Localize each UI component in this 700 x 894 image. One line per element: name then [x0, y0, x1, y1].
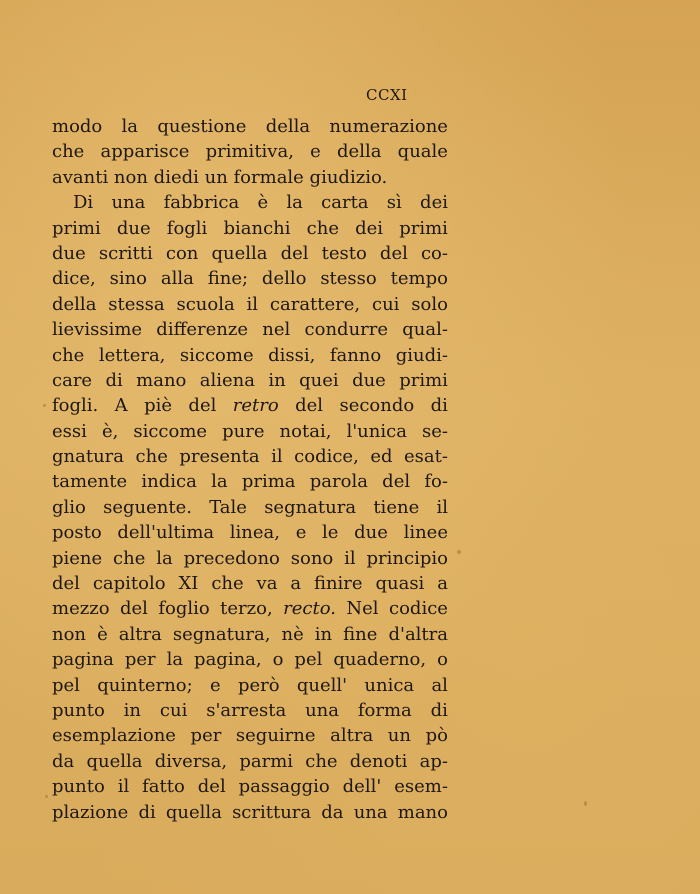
- text-word: la: [211, 471, 228, 493]
- text-word: di: [138, 801, 156, 823]
- text-word: XI: [178, 573, 199, 595]
- text-word: e: [209, 674, 221, 696]
- text-word: da: [321, 801, 344, 823]
- text-word: plazione: [52, 801, 129, 823]
- text-word: glio: [52, 496, 86, 518]
- text-word: che: [306, 217, 339, 239]
- text-word: è: [257, 192, 269, 214]
- paper-speck: [584, 801, 587, 806]
- text-word: piene: [52, 547, 103, 569]
- text-line: [52, 368, 448, 393]
- text-word: dell'ultima: [117, 522, 215, 544]
- text-word: dice,: [52, 268, 96, 290]
- text-word: e: [295, 522, 307, 544]
- text-word: seguente.: [103, 496, 192, 518]
- text-word: condurre: [304, 319, 389, 341]
- text-word: che: [113, 547, 146, 569]
- text-word: finire: [313, 573, 363, 595]
- text-word: testo: [321, 242, 367, 264]
- text-word: la: [166, 649, 184, 671]
- text-word: sono: [290, 547, 334, 569]
- text-word: segnatura: [264, 496, 357, 518]
- text-word: notai,: [279, 420, 332, 442]
- text-word: pagina: [52, 649, 114, 671]
- text-word: fo-: [424, 471, 448, 493]
- text-line: [52, 774, 448, 799]
- text-word: fogli.: [52, 395, 99, 417]
- text-word: segnatura,: [172, 623, 271, 645]
- text-word: mano: [136, 369, 187, 391]
- text-word: la: [121, 116, 139, 137]
- text-word: in: [314, 623, 333, 645]
- text-word: la: [156, 547, 173, 569]
- text-line: [52, 622, 448, 647]
- text-word: aliena: [199, 369, 255, 391]
- text-word: del: [379, 242, 408, 264]
- text-word: pel: [294, 649, 323, 671]
- text-word: retro: [232, 395, 279, 417]
- text-word: per: [124, 649, 156, 671]
- text-word: alla: [160, 268, 194, 290]
- text-word: quella: [165, 801, 222, 823]
- text-word: se-: [421, 420, 448, 442]
- text-word: d'altra: [388, 623, 448, 645]
- text-word: stesso: [320, 268, 377, 290]
- text-line: [52, 444, 448, 469]
- text-line: [52, 596, 448, 621]
- text-word: punto: [52, 776, 105, 798]
- text-word: quale: [397, 141, 448, 163]
- text-word: mano: [397, 801, 448, 823]
- text-word: essi: [52, 420, 87, 442]
- paper-speck: [45, 795, 48, 798]
- text-line: [52, 114, 448, 139]
- text-word: forma: [357, 699, 412, 721]
- text-word: di: [105, 369, 123, 391]
- text-word: scuola: [176, 293, 235, 315]
- text-word: foglio: [158, 598, 210, 620]
- text-line: [52, 673, 448, 698]
- text-word: Tale: [209, 496, 247, 518]
- text-word: dissi,: [268, 344, 316, 366]
- text-line: [52, 241, 448, 266]
- text-word: o: [437, 649, 448, 671]
- text-word: principio: [366, 547, 448, 569]
- text-word: solo: [411, 293, 448, 315]
- text-word: dei: [355, 217, 384, 239]
- text-line: [52, 571, 448, 596]
- text-word: o: [272, 649, 284, 671]
- text-word: il: [246, 293, 259, 315]
- text-word: questione: [157, 116, 247, 137]
- text-line: [52, 800, 448, 825]
- text-word: è: [97, 623, 108, 645]
- text-line: [52, 419, 448, 444]
- text-word: bianchi: [223, 217, 291, 239]
- text-word: lievissime: [52, 319, 143, 341]
- text-line: [52, 393, 448, 418]
- text-word: che: [52, 141, 85, 163]
- text-word: fine;: [207, 268, 249, 290]
- text-word: posto: [52, 522, 102, 544]
- text-word: un: [387, 725, 411, 747]
- text-word: altra: [118, 623, 162, 645]
- text-line: [52, 343, 448, 368]
- text-word: sì: [386, 192, 402, 214]
- text-word: tamente: [52, 471, 128, 493]
- text-line: [52, 749, 448, 774]
- text-word: diversa,: [154, 750, 228, 772]
- text-word: ed: [370, 446, 393, 468]
- text-word: codice,: [294, 446, 359, 468]
- text-word: nel: [262, 319, 291, 341]
- text-word: siccome: [133, 420, 208, 442]
- text-word: dell': [342, 776, 382, 798]
- text-word: care: [52, 369, 93, 391]
- text-word: che: [135, 446, 168, 468]
- text-word: carattere,: [269, 293, 361, 315]
- text-word: numerazione: [329, 116, 448, 137]
- text-word: Di: [73, 192, 94, 214]
- text-word: seguirne: [235, 725, 316, 747]
- text-word: fogli: [166, 217, 208, 239]
- text-word: che: [52, 344, 85, 366]
- text-word: dello: [261, 268, 307, 290]
- text-word: da: [52, 750, 75, 772]
- text-word: piè: [144, 395, 173, 417]
- page-number: CCXI: [366, 86, 408, 104]
- text-word: per: [190, 725, 222, 747]
- text-word: è,: [101, 420, 119, 442]
- text-word: sino: [109, 268, 148, 290]
- text-word: in: [123, 699, 142, 721]
- text-word: avanti non diedi un formale giudizio.: [52, 166, 388, 188]
- text-word: differenze: [156, 319, 249, 341]
- text-word: esemplazione: [52, 725, 176, 747]
- text-word: primi: [399, 369, 448, 391]
- paper-speck: [43, 404, 46, 407]
- text-word: qual-: [402, 319, 448, 341]
- text-word: primitiva,: [205, 141, 294, 163]
- text-word: scritti: [98, 242, 153, 264]
- text-line: [52, 216, 448, 241]
- text-line: [52, 165, 448, 190]
- text-word: parmi: [239, 750, 294, 772]
- text-word: scrittura: [232, 801, 312, 823]
- text-word: esat-: [404, 446, 448, 468]
- text-word: che: [305, 750, 338, 772]
- text-word: gnatura: [52, 446, 125, 468]
- text-word: pure: [222, 420, 265, 442]
- text-word: del: [382, 471, 411, 493]
- text-word: del: [188, 395, 217, 417]
- text-word: terzo,: [220, 598, 273, 620]
- text-word: però: [237, 674, 280, 696]
- text-word: unica: [364, 674, 415, 696]
- text-word: quei: [299, 369, 339, 391]
- text-word: del: [119, 598, 148, 620]
- text-line: [52, 317, 448, 342]
- text-word: va: [256, 573, 278, 595]
- text-word: giudi-: [395, 344, 448, 366]
- text-word: del: [52, 573, 80, 595]
- text-word: una: [111, 192, 146, 214]
- text-word: il: [344, 547, 356, 569]
- text-line: [52, 266, 448, 291]
- text-word: una: [353, 801, 388, 823]
- text-word: pel: [52, 674, 80, 696]
- text-word: del: [280, 242, 309, 264]
- text-word: recto.: [283, 598, 336, 620]
- text-word: che: [211, 573, 244, 595]
- text-word: passaggio: [238, 776, 330, 798]
- text-word: s'arresta: [206, 699, 287, 721]
- text-word: punto: [52, 699, 105, 721]
- text-word: indica: [141, 471, 197, 493]
- text-word: cui: [159, 699, 188, 721]
- text-word: con: [165, 242, 199, 264]
- text-word: Nel: [346, 598, 379, 620]
- text-word: in: [268, 369, 286, 391]
- text-line: [52, 546, 448, 571]
- text-line: [52, 647, 448, 672]
- text-word: della: [265, 116, 311, 137]
- text-line: [52, 190, 448, 215]
- text-word: nè: [281, 623, 304, 645]
- text-word: della: [337, 141, 382, 163]
- text-word: pò: [425, 725, 448, 747]
- text-word: stessa: [108, 293, 165, 315]
- paper-speck: [457, 550, 461, 554]
- text-word: primi: [52, 217, 101, 239]
- text-word: il: [436, 496, 448, 518]
- text-word: precedono: [183, 547, 280, 569]
- text-word: due: [354, 522, 388, 544]
- text-word: non: [52, 623, 87, 645]
- text-word: quasi: [375, 573, 425, 595]
- text-line: [52, 292, 448, 317]
- text-word: siccome: [179, 344, 254, 366]
- text-word: tempo: [390, 268, 448, 290]
- text-line: [52, 520, 448, 545]
- text-word: pagina,: [194, 649, 262, 671]
- text-word: la: [286, 192, 303, 214]
- text-word: una: [305, 699, 339, 721]
- text-word: due: [352, 369, 386, 391]
- body-text: [52, 114, 448, 825]
- text-word: dei: [420, 192, 448, 214]
- text-word: quella: [86, 750, 143, 772]
- text-word: linee: [403, 522, 448, 544]
- text-word: tiene: [373, 496, 420, 518]
- text-word: le: [322, 522, 339, 544]
- text-word: il: [117, 776, 130, 798]
- text-word: cui: [372, 293, 400, 315]
- text-word: il: [271, 446, 283, 468]
- text-word: A: [114, 395, 128, 417]
- text-word: lettera,: [98, 344, 166, 366]
- text-word: linea,: [229, 522, 281, 544]
- text-word: esem-: [394, 776, 448, 798]
- text-line: [52, 698, 448, 723]
- text-word: fabbrica: [163, 192, 240, 214]
- text-line: [52, 139, 448, 164]
- text-line: [52, 469, 448, 494]
- text-word: di: [430, 395, 448, 417]
- text-word: e: [310, 141, 321, 163]
- text-word: a: [437, 573, 448, 595]
- text-word: fanno: [329, 344, 382, 366]
- text-word: parola: [309, 471, 368, 493]
- text-word: quinterno;: [97, 674, 193, 696]
- text-word: quaderno,: [333, 649, 427, 671]
- text-word: presenta: [179, 446, 260, 468]
- text-word: due: [52, 242, 86, 264]
- text-word: al: [431, 674, 448, 696]
- text-word: del: [197, 776, 226, 798]
- text-word: del: [295, 395, 324, 417]
- text-word: della: [52, 293, 97, 315]
- text-word: codice: [389, 598, 448, 620]
- text-line: [52, 723, 448, 748]
- text-word: modo: [52, 116, 103, 137]
- text-word: mezzo: [52, 598, 110, 620]
- text-word: primi: [399, 217, 448, 239]
- text-word: fine: [343, 623, 378, 645]
- text-word: l'unica: [346, 420, 407, 442]
- text-word: prima: [241, 471, 296, 493]
- text-word: ap-: [419, 750, 448, 772]
- text-word: carta: [321, 192, 369, 214]
- text-word: due: [116, 217, 151, 239]
- text-word: denoti: [349, 750, 408, 772]
- text-word: fatto: [142, 776, 185, 798]
- text-word: capitolo: [92, 573, 166, 595]
- text-word: altra: [330, 725, 374, 747]
- text-line: [52, 495, 448, 520]
- text-word: quell': [296, 674, 348, 696]
- text-word: apparisce: [100, 141, 190, 163]
- text-word: a: [290, 573, 302, 595]
- text-word: secondo: [339, 395, 415, 417]
- text-word: di: [430, 699, 448, 721]
- text-word: co-: [420, 242, 448, 264]
- text-word: quella: [211, 242, 268, 264]
